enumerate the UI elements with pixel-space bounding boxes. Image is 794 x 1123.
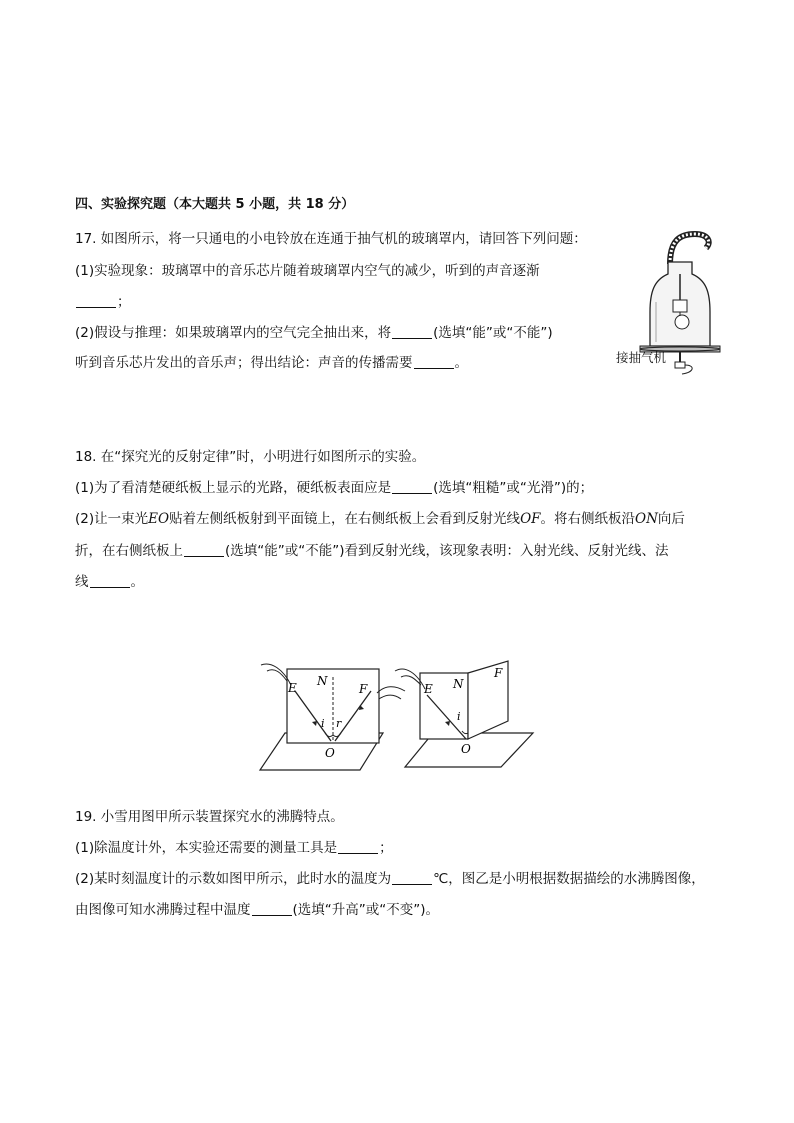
answer-blank[interactable] xyxy=(392,325,432,339)
q18-part2-text-b: 贴着左侧纸板射到平面镜上，在右侧纸板上会看到反射光线 xyxy=(169,511,521,527)
label-n-right: N xyxy=(453,677,464,691)
label-e: E xyxy=(288,681,297,695)
q19-part1-text-b: ； xyxy=(379,840,393,856)
label-i-right: i xyxy=(457,710,461,723)
answer-blank[interactable] xyxy=(392,480,432,494)
answer-blank[interactable] xyxy=(90,574,130,588)
label-o-right: O xyxy=(461,742,471,756)
q17-part1-line1 xyxy=(75,262,540,280)
q19-stem: 19. 小雪用图甲所示装置探究水的沸腾特点。 xyxy=(75,809,344,825)
ray-of-label: OF xyxy=(520,511,541,527)
pump-label: 接抽气机 xyxy=(616,350,667,365)
q18-part2-text-f: (选填“能”或“不能”)看到反射光线，该现象表明：入射光线、反射光线、法 xyxy=(225,543,669,559)
label-f: F xyxy=(359,682,368,696)
q17-stem: 17. 如图所示，将一只通电的小电铃放在连通于抽气机的玻璃罩内，请回答下列问题： xyxy=(75,231,587,247)
label-e-right: E xyxy=(424,682,433,696)
q18-part2-text-h: 。 xyxy=(130,574,144,590)
label-i: i xyxy=(321,717,325,730)
label-n: N xyxy=(317,674,328,688)
section-heading: 四、实验探究题（本大题共 5 小题，共 18 分） xyxy=(75,197,355,212)
q17-part2-text-a: (2)假设与推理：如果玻璃罩内的空气完全抽出来，将 xyxy=(75,325,392,341)
q17-part2-line1 xyxy=(75,324,553,342)
q18-part2-line1 xyxy=(75,510,685,528)
q18-part2-text-g: 线 xyxy=(75,574,89,590)
q19-part1-text-a: (1)除温度计外，本实验还需要的测量工具是 xyxy=(75,840,338,856)
q18-part2-text-e: 折，在右侧纸板上 xyxy=(75,543,183,559)
label-r: r xyxy=(336,717,342,730)
label-f-right: F xyxy=(494,666,503,680)
q17-part1-line2 xyxy=(75,293,131,311)
q19-part2-text-c: 由图像可知水沸腾过程中温度 xyxy=(75,902,251,918)
q19-part1 xyxy=(75,839,393,857)
answer-blank[interactable] xyxy=(184,543,224,557)
q19-part2-text-d: (选填“升高”或“不变”)。 xyxy=(292,902,440,918)
q17-part2-text-b: (选填“能”或“不能”) xyxy=(433,325,553,341)
q19-part2-text-b: ℃，图乙是小明根据数据描绘的水沸腾图像， xyxy=(433,871,705,887)
q17-part2-line2 xyxy=(75,354,468,372)
line-on-label: ON xyxy=(635,511,658,527)
q19-part2-text-a: (2)某时刻温度计的示数如图甲所示，此时水的温度为 xyxy=(75,871,392,887)
q18-part2-text-d: 向后 xyxy=(657,511,685,527)
bell-jar-figure xyxy=(610,222,725,380)
q18-part1-text-a: (1)为了看清楚硬纸板上显示的光路，硬纸板表面应是 xyxy=(75,480,392,496)
answer-blank[interactable] xyxy=(76,294,116,308)
ray-eo-label: EO xyxy=(148,511,170,527)
answer-blank[interactable] xyxy=(392,871,432,885)
answer-blank[interactable] xyxy=(252,902,292,916)
q18-stem: 18. 在“探究光的反射定律”时，小明进行如图所示的实验。 xyxy=(75,449,426,465)
label-o: O xyxy=(325,746,335,760)
q18-part2-text-c: 。将右侧纸板沿 xyxy=(540,511,635,527)
q18-part2-line3 xyxy=(75,573,144,591)
q19-part2-line2 xyxy=(75,901,439,919)
q17-part2-text-c: 听到音乐芯片发出的音乐声；得出结论：声音的传播需要 xyxy=(75,355,413,371)
q18-part2-line2 xyxy=(75,542,669,560)
q17-part1-text: (1)实验现象：玻璃罩中的音乐芯片随着玻璃罩内空气的减少，听到的声音逐渐 xyxy=(75,263,540,279)
answer-blank[interactable] xyxy=(338,840,378,854)
reflection-figure xyxy=(255,655,540,777)
q18-part2-text-a: (2)让一束光 xyxy=(75,511,149,527)
answer-blank[interactable] xyxy=(414,355,454,369)
q17-part1-end: ； xyxy=(117,294,131,310)
q19-part2-line1 xyxy=(75,870,705,888)
q18-part1-text-b: (选填“粗糙”或“光滑”)的； xyxy=(433,480,594,496)
q18-part1 xyxy=(75,479,593,497)
q17-part2-text-d: 。 xyxy=(454,355,468,371)
